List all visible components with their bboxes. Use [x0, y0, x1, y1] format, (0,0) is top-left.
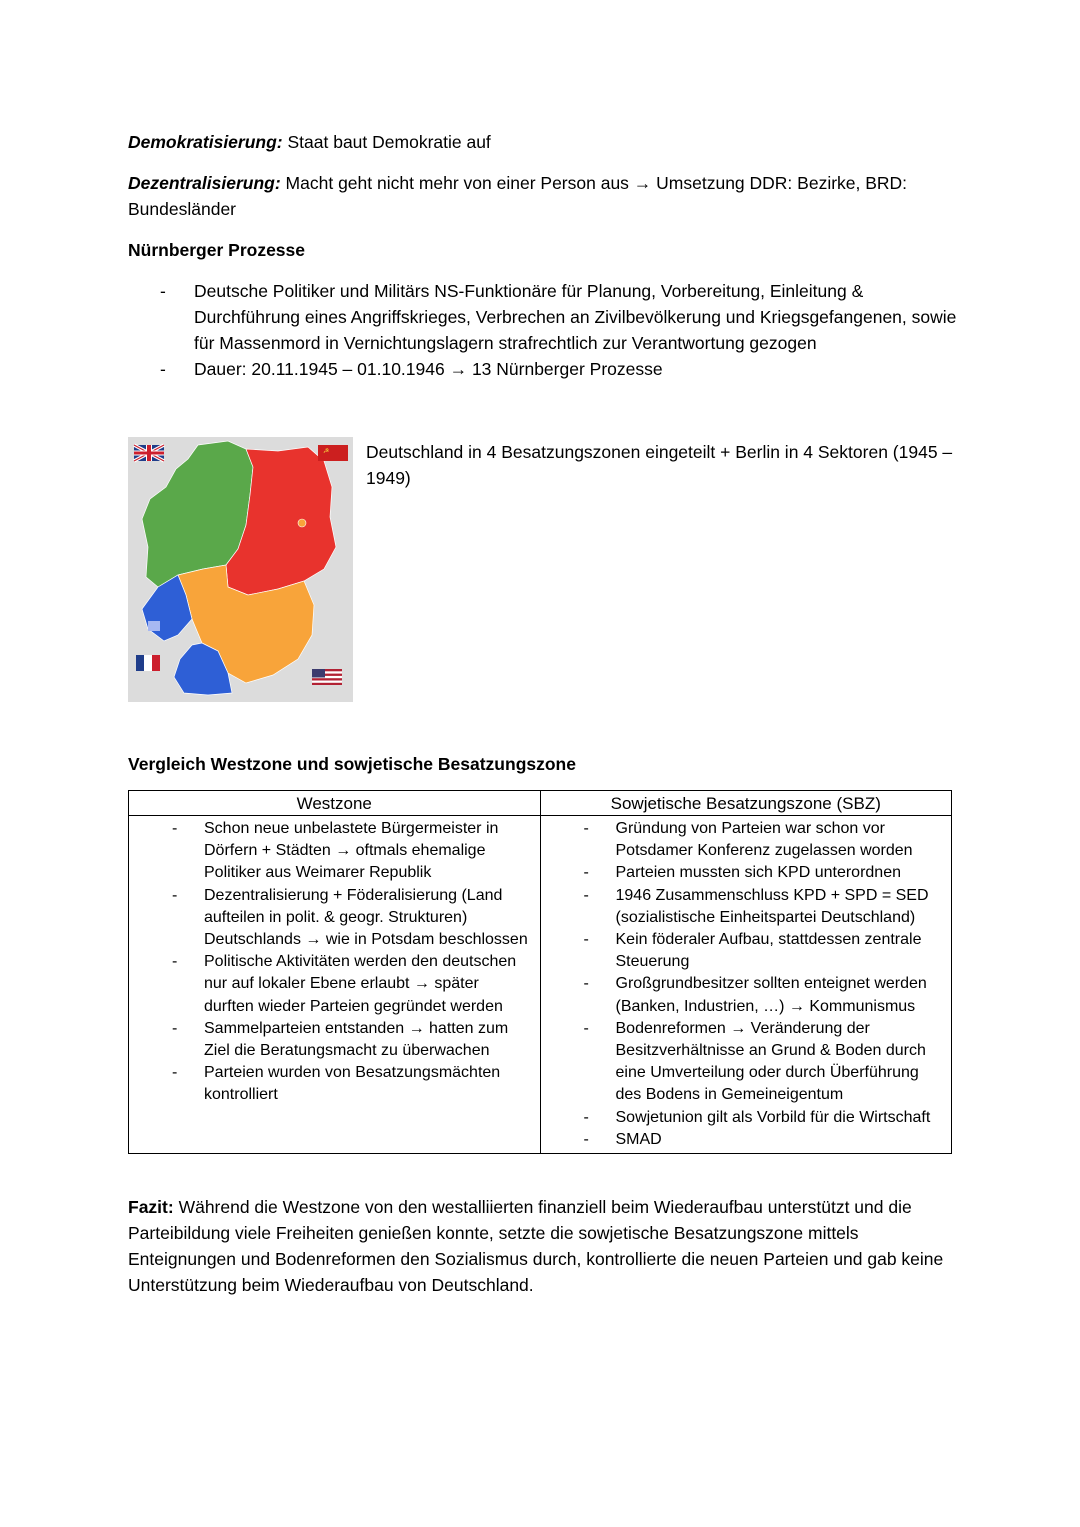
- nuernberg-list: [128, 278, 968, 382]
- comparison-heading: Vergleich Westzone und sowjetische Besatzungszone: [128, 754, 576, 774]
- saarland: [148, 621, 160, 631]
- list-item: - Sowjetunion gilt als Vorbild für die Wirtschaft: [541, 1107, 944, 1129]
- fazit-text: Während die Westzone von den westalliierten finanziell beim Wiederaufbau unterstützt und die Parteibildung viele Freiheiten genießen konnte, setzte die sowjetische Besatzungszone mittels Enteignungen und Bodenreformen den Sozialismus durch, kontrollierte die neuen Parteien und gab keine Unterstützung beim Wiederaufbau von Deutschland.: [128, 1197, 944, 1295]
- list-item: - Dezentralisierung + Föderalisierung (Land aufteilen in polit. & geogr. Strukturen) Deutschlands → wie in Potsdam beschlossen: [129, 885, 532, 952]
- sbz-list: [541, 818, 944, 1151]
- list-item: - Parteien mussten sich KPD unterordnen: [541, 862, 944, 884]
- list-item: - Bodenreformen → Veränderung der Besitzverhältnisse an Grund & Boden durch eine Umverteilung oder durch Überführung des Bodens in Gemeineigentum: [541, 1018, 944, 1107]
- sbz-header: Sowjetische Besatzungszone (SBZ): [540, 791, 952, 816]
- list-item: - 1946 Zusammenschluss KPD + SPD = SED (sozialistische Einheitspartei Deutschland): [541, 885, 944, 929]
- list-item: - Kein föderaler Aufbau, stattdessen zentrale Steuerung: [541, 929, 944, 973]
- list-item: - Deutsche Politiker und Militärs NS-Funktionäre für Planung, Vorbereitung, Einleitung & Durchführung eines Angriffskrieges, Verbrechen an Zivilbevölkerung und Kriegsgefangenen, sowie für Massenmord in Vernichtungslagern strafrechtlich zur Verantwortung gezogen: [128, 278, 968, 356]
- westzone-list: [129, 818, 532, 1107]
- nuernberg-list-wrapper: [128, 278, 968, 382]
- list-item: - Parteien wurden von Besatzungsmächten kontrolliert: [129, 1062, 532, 1106]
- list-item: - Schon neue unbelastete Bürgermeister in Dörfern + Städten → oftmals ehemalige Politiker aus Weimarer Republik: [129, 818, 532, 885]
- list-item: - Gründung von Parteien war schon vor Potsdamer Konferenz zugelassen worden: [541, 818, 944, 862]
- table-row: [129, 816, 952, 1154]
- fazit-paragraph: [128, 1194, 948, 1298]
- map-caption: Deutschland in 4 Besatzungszonen eingeteilt + Berlin in 4 Sektoren (1945 – 1949): [366, 442, 953, 488]
- table-header-row: [129, 791, 952, 816]
- ussr-flag-icon: [318, 445, 348, 461]
- comparison-table: [128, 790, 952, 1154]
- dezentralisierung-paragraph: [128, 170, 948, 222]
- uk-flag-icon: [134, 445, 164, 461]
- nuernberg-heading: Nürnberger Prozesse: [128, 240, 306, 260]
- france-flag-icon: [136, 655, 160, 671]
- fazit-term: Fazit:: [128, 1197, 174, 1217]
- demokratisierung-paragraph: [128, 129, 948, 155]
- list-item: - Politische Aktivitäten werden den deutschen nur auf lokaler Ebene erlaubt → später durften wieder Parteien gegründet werden: [129, 951, 532, 1018]
- dezentralisierung-text: Macht geht nicht mehr von einer Person aus → Umsetzung DDR: Bezirke, BRD: Bundesländer: [128, 173, 908, 219]
- germany-zones-map-svg: [128, 437, 353, 702]
- sbz-cell: [540, 816, 952, 1154]
- westzone-header: Westzone: [129, 791, 541, 816]
- list-item: - Sammelparteien entstanden → hatten zum Ziel die Beratungsmacht zu überwachen: [129, 1018, 532, 1062]
- list-item: - Großgrundbesitzer sollten enteignet werden (Banken, Industrien, …) → Kommunismus: [541, 973, 944, 1017]
- list-item: - SMAD: [541, 1129, 944, 1151]
- demokratisierung-text: Staat baut Demokratie auf: [282, 132, 491, 152]
- usa-flag-icon: [312, 669, 342, 685]
- westzone-cell: [129, 816, 541, 1154]
- berlin-marker: [298, 519, 306, 527]
- demokratisierung-term: Demokratisierung:: [128, 132, 283, 152]
- list-item: - Dauer: 20.11.1945 – 01.10.1946 → 13 Nürnberger Prozesse: [128, 356, 968, 382]
- svg-text:☭: ☭: [323, 447, 330, 455]
- dezentralisierung-term: Dezentralisierung:: [128, 173, 281, 193]
- occupation-zones-map: [128, 437, 353, 702]
